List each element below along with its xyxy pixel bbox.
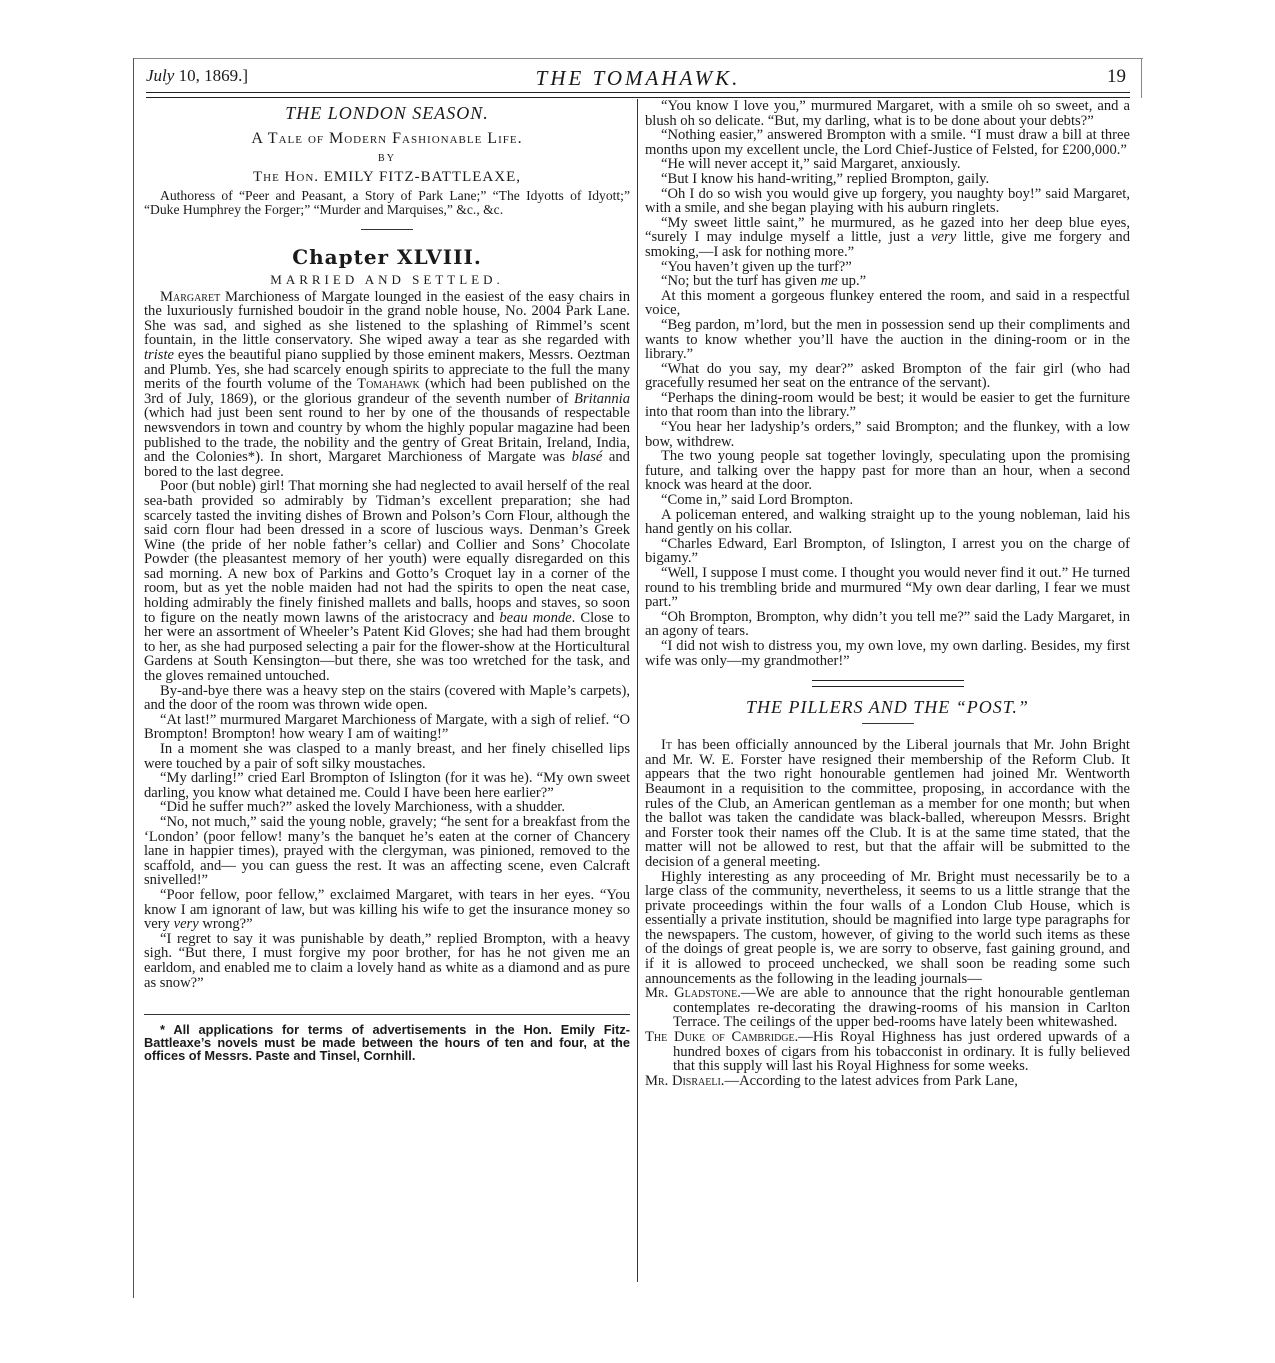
announcement-cambridge [645,1030,1130,1074]
paragraph: “Well, I suppose I must come. I thought you would never find it out.” He turned round to his trembling bride and murmured “My own dear darling, I fear we must part.” [645,565,1130,611]
text-run: “My sweet little saint,” he murmured, as he gazed into her deep blue eyes, “surely I may indulge myself a little, just a [645,214,1130,246]
announcement-name: Mr. Disraeli. [645,1072,725,1089]
text-run: . Close to her were an assortment of Wheeler’s Patent Kid Gloves; she had had them brought to her, as she had purposed selecting a pair for the flower-show at the Horticultural Gardens at South Kensington—but there, she was too wretched for the task, and the gloves remained untouched. [144,609,630,685]
paragraph: In a moment she was clasped to a manly breast, and her finely chiselled lips were touched by a pair of soft silky moustaches. [144,741,630,772]
paragraph: “I did not wish to distress you, my own love, my own darling. Besides, my first wife was only—my grandmother!” [645,637,1130,669]
title-rule [361,229,413,230]
italic-run: beau monde [499,609,572,626]
text-run: eyes the beautiful piano supplied by those eminent makers, Messrs. Oeztman and Plumb. Yes, she had scarcely enough spirits to appreciate to the full the many merits of the fourth volume of the [144,346,630,393]
italic-run: blasé [571,449,603,466]
text-run: Marchioness of Margate lounged in the easiest of the easy chairs in the luxuriously furnished boudoir in the grand noble house, No. 2004 Park Lane. She was sad, and sighed as she listened to the splashing of Rimmel’s scent fountain, in the little conservatory. She wiped away a tear as she regarded with [144,288,630,349]
paragraph: “Come in,” said Lord Brompton. [661,492,854,509]
article-title: THE LONDON SEASON. [285,103,489,123]
italic-run: me [820,273,838,290]
paragraph: “Did he suffer much?” asked the lovely Marchioness, with a shudder. [160,799,565,816]
text-run: and bored to the last degree. [144,449,630,480]
title-rule-2 [862,723,914,724]
text-run: (which had just been sent round to her by one of the thousands of respectable newsvendors in town and country by whom the highly popular magazine had been published to the trade, the nobility and the gentry of Great Britain, Ireland, India, and the Colonies*). In short, Margaret Marchioness of Margate was [144,405,630,466]
page-number: 19 [1107,66,1126,87]
article-subtitle: A Tale of Modern Fashionable Life. [251,130,523,147]
text-run: “Poor fellow, poor fellow,” exclaimed Margaret, with tears in her eyes. “You know I am ignorant of law, but was killing his wife to get the insurance money so very [144,886,630,933]
announcement-text: —According to the latest advices from Park Lane, [724,1072,1018,1089]
italic-run: triste [144,346,174,363]
paragraph: “No, not much,” said the young noble, gravely; “he sent for a breakfast from the ‘London’ (poor fellow! many’s the banquet he’s eaten at the corner of Chancery lane in happier times), prayed with the clergyman, was pinioned, removed to the scaffold, and— you can guess the rest. It was an affecting scene, even Calcraft snivelled!” [144,813,630,889]
drop-word: It [661,737,672,754]
section-separator [812,680,964,687]
paragraph: By-and-bye there was a heavy step on the stairs (covered with Maple’s carpets), and the door of the room was thrown wide open. [144,682,630,714]
byline-by: BY [378,153,396,164]
paragraph [645,216,1130,260]
publication-title: THE TOMAHAWK. [535,66,741,90]
author-credits: Authoress of “Peer and Peasant, a Story of Park Lane;” “The Idyotts of Idyott;” “Duke Humphrey the Forger;” “Murder and Marquises,” &c., &c. [144,188,630,217]
paragraph [645,274,1130,289]
text-run: Poor (but noble) girl! That morning she had neglected to avail herself of the real sea-bath provided so admirably by Tidman’s excellent preparation; she had scarcely tasted the inviting dishes of Brown and Polson’s Corn Flour, although the said corn flour had been dressed in a score of luscious ways. Denman’s Greek Wine (the pride of her noble father’s cellar) and Collier and Sons’ Chocolate Powder (the pleasantest memory of her youth) were equally disregarded on this sad morning. A new box of Parkins and Gotto’s Croquet lay in a corner of the room, but as yet the noble maiden had not had the spirits to open the neat case, holding admirably the finely finished mallets and balls, hoops and staves, so soon to figure on the neatly mown lawns of the aristocracy and [144,478,630,626]
chapter-heading: Chapter XLVIII. [292,244,482,269]
small-caps-run: Tomahawk [357,376,420,393]
announcement-text: —We are able to announce that the right honourable gentleman contemplates re-decorating the drawing-rooms of his mansion in Carlton Terrace. The ceilings of the upper bed-rooms have lately been whitewashed. [673,985,1130,1031]
paragraph [645,738,1130,869]
paragraph: A policeman entered, and walking straight up to the young nobleman, laid his hand gently on his collar. [645,506,1130,538]
left-column [144,99,630,1062]
article-title-2: THE PILLERS AND THE “POST.” [746,697,1029,718]
page-frame-right [1141,58,1142,98]
paragraph: “He will never accept it,” said Margaret, anxiously. [661,156,961,173]
text-run: “No; but the turf has given [661,273,821,290]
author-name: The Hon. EMILY FITZ-BATTLEAXE, [252,169,522,185]
text-run: wrong?” [198,916,253,933]
paragraph: The two young people sat together lovingly, speculating upon the promising future, and talking over the happy past for more than an hour, when a second knock was heard at the door. [645,448,1130,494]
paragraph: “At last!” murmured Margaret Marchioness of Margate, with a sigh of relief. “O Brompton! Brompton! how weary I am of waiting!” [144,711,630,743]
page-frame-left [133,58,134,1298]
page-frame-top [133,58,1143,59]
announcement-disraeli [645,1074,1130,1089]
text-run: up.” [837,273,867,290]
paragraph: “You hear her ladyship’s orders,” said Brompton; and the flunkey, with a low bow, withdrew. [645,419,1130,450]
paragraph: “I regret to say it was punishable by death,” replied Brompton, with a heavy sigh. “But there, I must forgive my poor brother, for has he not given me an earldom, and enabled me to claim a lovely hand as white as a diamond and as pure as snow?” [144,930,630,991]
text-run: has been officially announced by the Liberal journals that Mr. John Bright and Mr. W. E. Forster have resigned their membership of the Reform Club. It appears that the two right honourable gentlemen had joined Mr. Wentworth Beaumont in a requisition to the committee, proposing, in accordance with the rules of the Club, an American gentleman as a member for one month; but when the ballot was taken the candidate was black-balled, whereupon Messrs. Bright and Forster took their names off the Club. It is at the same time stated, that the matter will not be allowed to rest, but that the affair will be submitted to the decision of a general meeting. [645,737,1130,870]
drop-word: Margaret [160,288,221,305]
text-run: little, give me forgery and smoking,—I ask for nothing more.” [645,229,1130,260]
announcement-gladstone [645,986,1130,1030]
footnote: * All applications for terms of advertisements in the Hon. Emily Fitz-Battleaxe’s novels must be made between the hours of ten and four, at the offices of Messrs. Paste and Tinsel, Cornhill. [144,1022,630,1064]
chapter-subtitle: MARRIED AND SETTLED. [270,271,504,287]
paragraph: “Perhaps the dining-room would be best; it would be easier to get the furniture into that room than into the library.” [645,389,1130,421]
paragraph: “You know I love you,” murmured Margaret, with a smile oh so sweet, and a blush oh so delicate. “But, my darling, what is to be done about your debts?” [645,98,1130,129]
announcement-name: The Duke of Cambridge. [645,1029,799,1046]
paragraph: “You haven’t given up the turf?” [661,258,852,275]
paragraph: Highly interesting as any proceeding of Mr. Bright must necessarily be to a large class of the community, nevertheless, it seems to us a little strange that the private proceedings within the four walls of a London Club House, which is essentially a private institution, should be magnified into large type paragraphs for the newspapers. The custom, however, of giving to the world such items as these of the doings of great people is, we are sorry to observe, fast gaining ground, and if it is allowed to proceed unchecked, we shall soon be reading some such announcements as the following in the leading journals— [645,868,1130,987]
paragraph: At this moment a gorgeous flunkey entered the room, and said in a respectful voice, [645,287,1130,319]
paragraph: “My darling!” cried Earl Brompton of Islington (for it was he). “My own sweet darling, you know what detained me. Could I have been here earlier?” [144,770,630,801]
italic-run: Britannia [574,390,630,407]
paragraph: “Nothing easier,” answered Brompton with a smile. “I must draw a bill at three months upon my excellent uncle, the Lord Chief-Justice of Felsted, for £200,000.” [645,127,1130,158]
paragraph: “What do you say, my dear?” asked Brompton of the fair girl (who had gracefully resumed her seat on the entrance of the servant). [645,360,1130,392]
paragraph: “But I know his hand-writing,” replied Brompton, gaily. [661,170,990,187]
italic-run: very [173,916,199,933]
paragraph: “Charles Edward, Earl Brompton, of Islington, I arrest you on the charge of bigamy.” [645,535,1130,567]
announcement-name: Mr. Gladstone. [645,985,741,1002]
issue-date-month: July [146,66,175,85]
masthead [146,66,1130,90]
paragraph: “Oh Brompton, Brompton, why didn’t you tell me?” said the Lady Margaret, in an agony of tears. [645,608,1130,640]
paragraph: “Oh I do so wish you would give up forgery, you naughty boy!” said Margaret, with a smile, and she began playing with his auburn ringlets. [645,185,1130,217]
paragraph [144,888,630,932]
paragraph [144,479,630,683]
paragraph: “Beg pardon, m’lord, but the men in possession send up their compliments and wants to know whether you’ll have the auction in the dining-room or in the library.” [645,316,1130,363]
paragraph [144,290,630,480]
column-divider [637,99,638,1282]
footnote-rule [144,1014,630,1015]
text-run: (which had been published on the 3rd of July, 1869), or the glorious grandeur of the seventh number of [144,376,630,407]
announcement-text: —His Royal Highness has just ordered upwards of a hundred boxes of cigars from his tobacconist in ordinary. It is fully believed that this supply will last his Royal Highness for some weeks. [673,1029,1131,1075]
issue-date-rest: 10, 1869.] [174,66,248,85]
italic-run: very [931,229,957,246]
right-column [645,99,1130,1088]
